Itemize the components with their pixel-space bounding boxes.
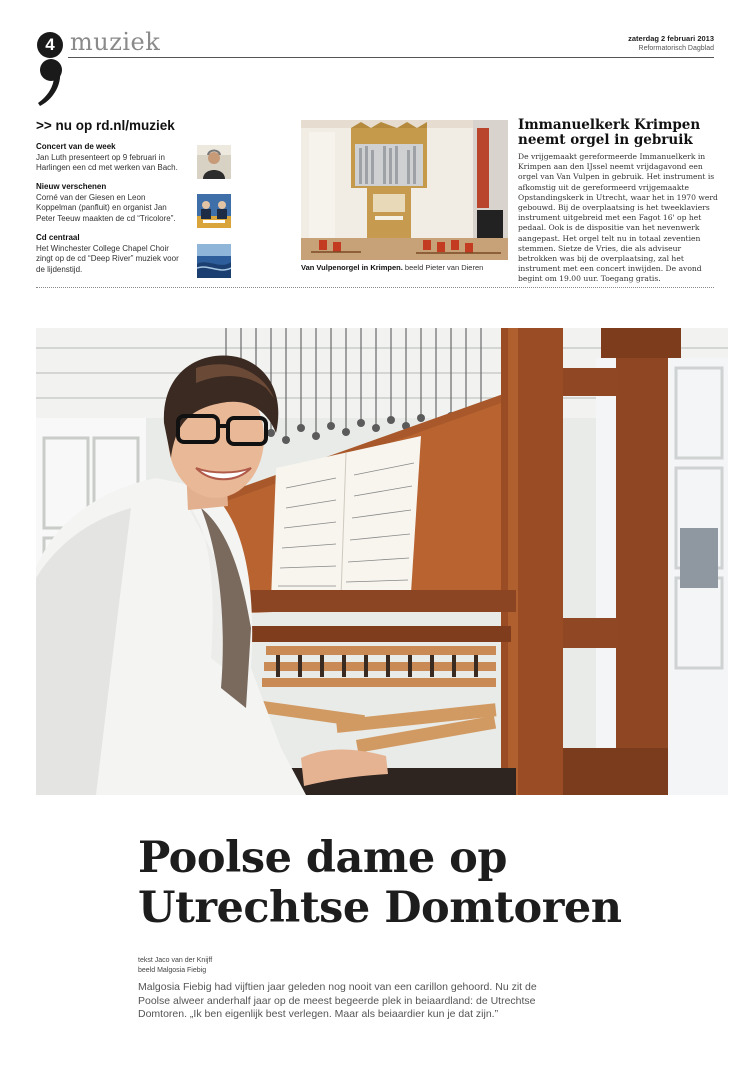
- side-article-body: De vrijgemaakt gereformeerde Immanuelkerk in Krimpen aan den IJssel neemt vrijdagavond een orgel van Van Vulpen in gebruik. Het instrument is afkomstig uit de gereformeerd vrijgemaakte Opstandingskerk in Utrecht, waar het in 1970 werd gebouwd. Bij de overplaatsing is het tweeklaviers instrument uitgebreid met een Fagot 16' op het pedaal. Ook is de dispositie van het nevenwerk aangepast. Het orgel telt nu in totaal zeventien stemmen. Sietze de Vries, die als adviseur betrokken was bij de overplaatsing, zal het instrument met een concert inwijden. De avond begint om 19.00 uur. Toegang gratis.: [518, 152, 718, 284]
- photo-caption: [301, 263, 483, 272]
- online-item[interactable]: [36, 182, 186, 224]
- online-item-text: Jan Luth presenteert op 9 februari in Harlingen een cd met werken van Bach.: [36, 152, 178, 172]
- online-heading[interactable]: >> nu op rd.nl/muziek: [36, 118, 175, 133]
- cd-cover-thumbnail[interactable]: [197, 244, 231, 278]
- newspaper-name: Reformatorisch Dagblad: [638, 45, 714, 52]
- comma-icon: [36, 58, 62, 108]
- issue-date: zaterdag 2 februari 2013: [628, 34, 714, 43]
- online-item-title: Nieuw verschenen: [36, 182, 107, 191]
- online-item-text: Corné van der Giesen en Leon Koppelman (panfluit) en organist Jan Peter Teeuw maakten de cd “Tricolore”.: [36, 192, 176, 223]
- online-item-title: Cd centraal: [36, 233, 80, 242]
- online-item[interactable]: [36, 142, 186, 174]
- cd-cover-thumbnail[interactable]: [197, 194, 231, 228]
- online-item[interactable]: [36, 233, 186, 275]
- article-lead: Malgosia Fiebig had vijftien jaar geleden nog nooit van een carillon gehoord. Nu zit de Poolse alweer anderhalf jaar op de meest begeerde plek in beiaardland: de Utrechtse Domtoren. „Ik ben eigenlijk best verlegen. Maar als beiaardier kun je dat zijn.”: [138, 981, 537, 1020]
- concert-thumbnail[interactable]: [197, 145, 231, 179]
- article-credits: [138, 956, 212, 976]
- side-article-title[interactable]: Immanuelkerk Krimpen neemt orgel in gebruik: [518, 117, 701, 148]
- carillon-photo: [36, 328, 728, 795]
- text-credit: tekst Jaco van der Knijff: [138, 957, 213, 964]
- page-number: 4: [37, 32, 63, 58]
- caption-title: Van Vulpenorgel in Krimpen.: [301, 263, 403, 272]
- organ-photo: [301, 120, 508, 260]
- section-title: muziek: [70, 28, 161, 56]
- header-divider: [68, 57, 714, 58]
- image-credit: beeld Malgosia Fiebig: [138, 967, 207, 974]
- online-item-title: Concert van de week: [36, 142, 116, 151]
- online-item-text: Het Winchester College Chapel Choir zingt op de cd “Deep River” muziek voor de lijdenstijd.: [36, 243, 179, 274]
- dotted-divider: [36, 287, 714, 288]
- caption-credit: beeld Pieter van Dieren: [404, 263, 484, 272]
- main-headline: Poolse dame op Utrechtse Domtoren: [138, 833, 622, 933]
